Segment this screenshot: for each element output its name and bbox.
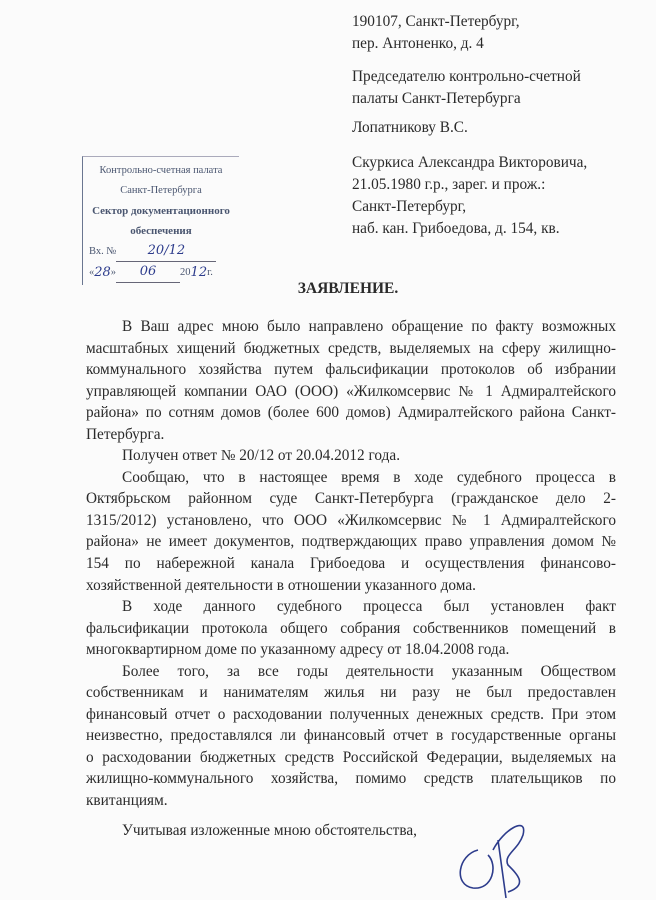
paragraph-line: многоквартирном доме по указанному адресу от 18.04.2008 года. bbox=[86, 641, 510, 659]
paragraph-line: хозяйственной деятельности в отношении указанного дома. bbox=[86, 576, 476, 594]
authority-address bbox=[352, 11, 520, 55]
paragraph-line: собственникам и нанимателям жилья ни разу не был предоставлен bbox=[86, 684, 616, 702]
closing-line: Учитывая изложенные мною обстоятельства, bbox=[122, 822, 417, 839]
paragraph-line: квитанциям. bbox=[86, 792, 168, 810]
paragraph-line: Петербурга. bbox=[86, 425, 165, 443]
addressee bbox=[352, 66, 581, 110]
document-title: ЗАЯВЛЕНИЕ. bbox=[297, 280, 399, 297]
stamp-sector-2: обеспечения bbox=[130, 225, 192, 237]
paragraph-line: Получен ответ № 20/12 от 20.04.2012 года. bbox=[122, 447, 401, 465]
paragraph-line: района» по сотням домов (более 600 домов) Адмиралтейского района Санкт- bbox=[86, 404, 616, 422]
sender-line: 21.05.1980 г.р., зарег. и прож.: bbox=[352, 176, 546, 193]
paragraph-line: коммунального хозяйства путем фальсификации протоколов об избрании bbox=[86, 361, 616, 379]
registration-stamp bbox=[82, 156, 239, 285]
stamp-number-row bbox=[83, 241, 239, 262]
stamp-sector: Сектор документационного bbox=[92, 205, 230, 217]
stamp-date-row: « 28 » 06 20 12 г. bbox=[83, 262, 239, 283]
paragraph-line: управляющей компании ОАО (ООО) «Жилкомсервис № 1 Адмиралтейского bbox=[86, 382, 616, 400]
addressee-line: Председателю контрольно-счетной bbox=[352, 68, 581, 85]
paragraph-line: Более того, за все годы деятельности указанным Обществом bbox=[122, 662, 616, 680]
sender-line: наб. кан. Грибоедова, д. 154, кв. bbox=[352, 220, 560, 237]
paragraph-line: Октябрьском районном суде Санкт-Петербурга (гражданское дело 2- bbox=[86, 490, 616, 508]
paragraph-line: финансовый отчет о расходовании полученных денежных средств. При этом bbox=[86, 705, 616, 723]
stamp-year-suffix: г. bbox=[207, 267, 213, 278]
address-line: пер. Антоненко, д. 4 bbox=[352, 35, 484, 52]
paragraph-line: 1315/2012) установлено, что ООО «Жилкомсервис № 1 Адмиралтейского bbox=[86, 511, 616, 529]
paragraph-line: фальсификации протокола общего собрания собственников помещений в bbox=[86, 619, 616, 637]
paragraph-line: неизвестно, предоставлялся ли финансовый отчет в государственные органы bbox=[86, 727, 616, 745]
signature bbox=[448, 810, 558, 900]
stamp-number-label: Вх. № bbox=[89, 246, 117, 257]
stamp-month: 06 bbox=[116, 262, 180, 283]
addressee-line: палаты Санкт-Петербурга bbox=[352, 90, 521, 107]
sender-block bbox=[352, 152, 587, 240]
sender-line: Санкт-Петербург, bbox=[352, 198, 467, 215]
paragraph-line: В Ваш адрес мною было направлено обращение по факту возможных bbox=[122, 318, 616, 335]
paragraph-line: В ходе данного судебного процесса был установлен факт bbox=[122, 598, 616, 616]
stamp-city: Санкт-Петербурга bbox=[120, 185, 202, 196]
document-body bbox=[86, 316, 616, 812]
addressee-name: Лопатникову В.С. bbox=[352, 119, 468, 136]
paragraph-line: о расходовании бюджетных средств Российской Федерации, выделяемых на bbox=[86, 748, 616, 766]
stamp-day: 28 bbox=[94, 265, 111, 280]
stamp-org: Контрольно-счетная палата bbox=[99, 165, 223, 176]
sender-line: Скуркиса Александра Викторовича, bbox=[352, 154, 588, 171]
stamp-year-prefix: 20 bbox=[180, 267, 191, 278]
stamp-number: 20/12 bbox=[116, 241, 216, 262]
address-line: 190107, Санкт-Петербург, bbox=[352, 13, 520, 30]
paragraph-line: района» не имеет документов, подтверждающих право управления домом № bbox=[86, 533, 616, 551]
paragraph-line: Сообщаю, что в настоящее время в ходе судебного процесса в bbox=[122, 468, 616, 486]
stamp-year: 12 bbox=[190, 265, 208, 280]
paragraph-line: жилищно-коммунального хозяйства, помимо средств плательщиков по bbox=[86, 770, 616, 788]
paragraph-line: 154 по набережной канала Грибоедова и осуществления финансово- bbox=[86, 555, 616, 573]
paragraph-line: масштабных хищений бюджетных средств, выделяемых на сферу жилищно- bbox=[86, 339, 616, 357]
